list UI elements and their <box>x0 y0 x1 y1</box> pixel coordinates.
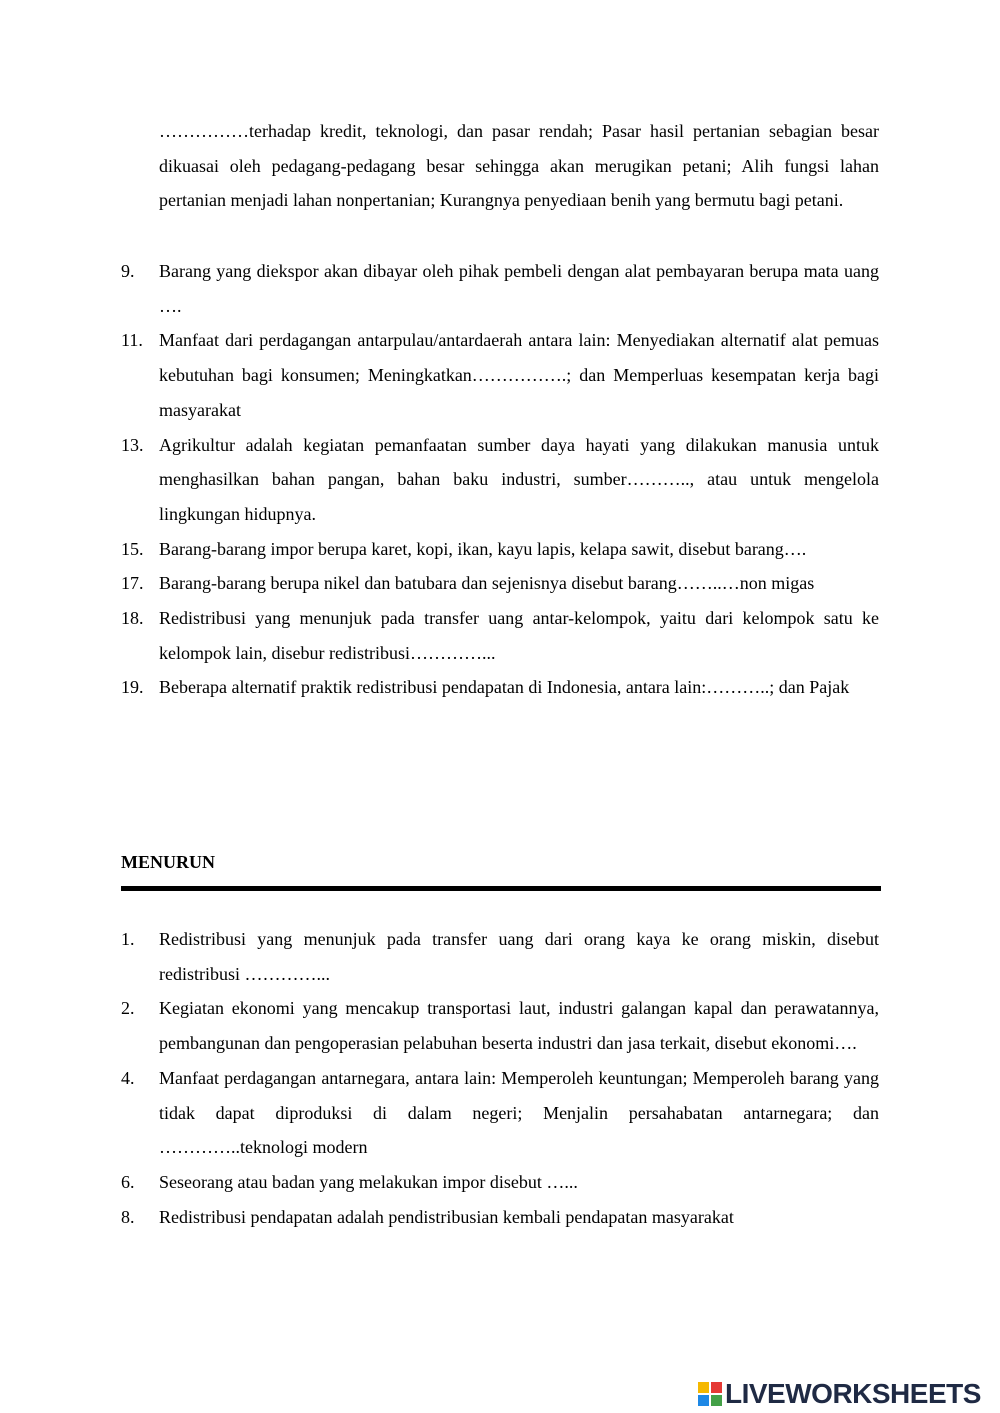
item-number: 18. <box>121 608 144 629</box>
item-number: 8. <box>121 1206 135 1227</box>
item-number: 15. <box>121 538 144 559</box>
menurun-list <box>0 922 1000 1234</box>
item-text: Manfaat perdagangan antarnegara, antara lain: Memperoleh keuntungan; Memperoleh barang yang tidak dapat diproduksi di dalam negeri; Menjalin persahabatan antarnegara; dan …………..teknologi modern <box>159 1067 879 1158</box>
item-text: Redistribusi pendapatan adalah pendistribusian kembali pendapatan masyarakat <box>159 1206 734 1227</box>
liveworksheets-logo-icon <box>697 1381 723 1407</box>
item-number: 4. <box>121 1067 135 1088</box>
list-item <box>0 323 1000 427</box>
list-item <box>0 922 1000 991</box>
item-number: 9. <box>121 261 135 281</box>
item-number: 1. <box>121 929 135 949</box>
item-number: 13. <box>121 434 144 455</box>
item-number: 2. <box>121 998 135 1019</box>
list-item <box>0 601 1000 670</box>
item-text: Barang yang diekspor akan dibayar oleh pihak pembeli dengan alat pembayaran berupa mata uang …. <box>159 261 879 316</box>
liveworksheets-logo <box>697 1378 981 1410</box>
item-text: Beberapa alternatif praktik redistribusi pendapatan di Indonesia, antara lain:………..; dan Pajak <box>159 677 850 698</box>
list-item <box>0 566 1000 601</box>
item-text: Redistribusi yang menunjuk pada transfer uang dari orang kaya ke orang miskin, disebut redistribusi …………... <box>159 929 879 984</box>
continuation-paragraph: ……………terhadap kredit, teknologi, dan pasar rendah; Pasar hasil pertanian sebagian besar dikuasai oleh pedagang-pedagang besar sehingga akan merugikan petani; Alih fungsi lahan pertanian menjadi lahan nonpertanian; Kurangnya penyediaan benih yang bermutu bagi petani. <box>159 121 879 211</box>
section-divider <box>121 886 881 891</box>
list-item <box>0 532 1000 567</box>
logo-text: LIVEWORKSHEETS <box>725 1378 981 1409</box>
list-item <box>0 670 1000 705</box>
item-number: 11. <box>121 330 143 351</box>
section-heading-menurun: MENURUN <box>121 852 215 872</box>
list-item <box>0 1200 1000 1235</box>
item-text: Barang-barang berupa nikel dan batubara dan sejenisnya disebut barang……..…non migas <box>159 573 815 594</box>
item-number: 6. <box>121 1171 135 1192</box>
mendatar-list <box>0 254 1000 705</box>
item-text: Kegiatan ekonomi yang mencakup transportasi laut, industri galangan kapal dan perawatannya, pembangunan dan pengoperasian pelabuhan beserta industri dan jasa terkait, disebut ekonomi…. <box>159 998 879 1054</box>
list-item <box>0 1165 1000 1200</box>
item-text: Redistribusi yang menunjuk pada transfer uang antar-kelompok, yaitu dari kelompok satu ke kelompok lain, disebur redistribusi…………... <box>159 608 879 663</box>
item-number: 17. <box>121 573 144 594</box>
item-text: Seseorang atau badan yang melakukan impor disebut …... <box>159 1171 578 1192</box>
item-number: 19. <box>121 677 144 698</box>
item-text: Manfaat dari perdagangan antarpulau/antardaerah antara lain: Menyediakan alternatif alat pemuas kebutuhan bagi konsumen; Meningkatkan…………….; dan Memperluas kesempatan kerja bagi masyarakat <box>159 330 879 420</box>
list-item <box>0 991 1000 1060</box>
item-text: Agrikultur adalah kegiatan pemanfaatan sumber daya hayati yang dilakukan manusia untuk menghasilkan bahan pangan, bahan baku industri, sumber……….., atau untuk mengelola lingkungan hidupnya. <box>159 434 879 524</box>
item-text: Barang-barang impor berupa karet, kopi, ikan, kayu lapis, kelapa sawit, disebut barang…. <box>159 538 807 559</box>
list-item <box>0 1061 1000 1165</box>
list-item <box>0 428 1000 532</box>
list-item <box>0 254 1000 323</box>
